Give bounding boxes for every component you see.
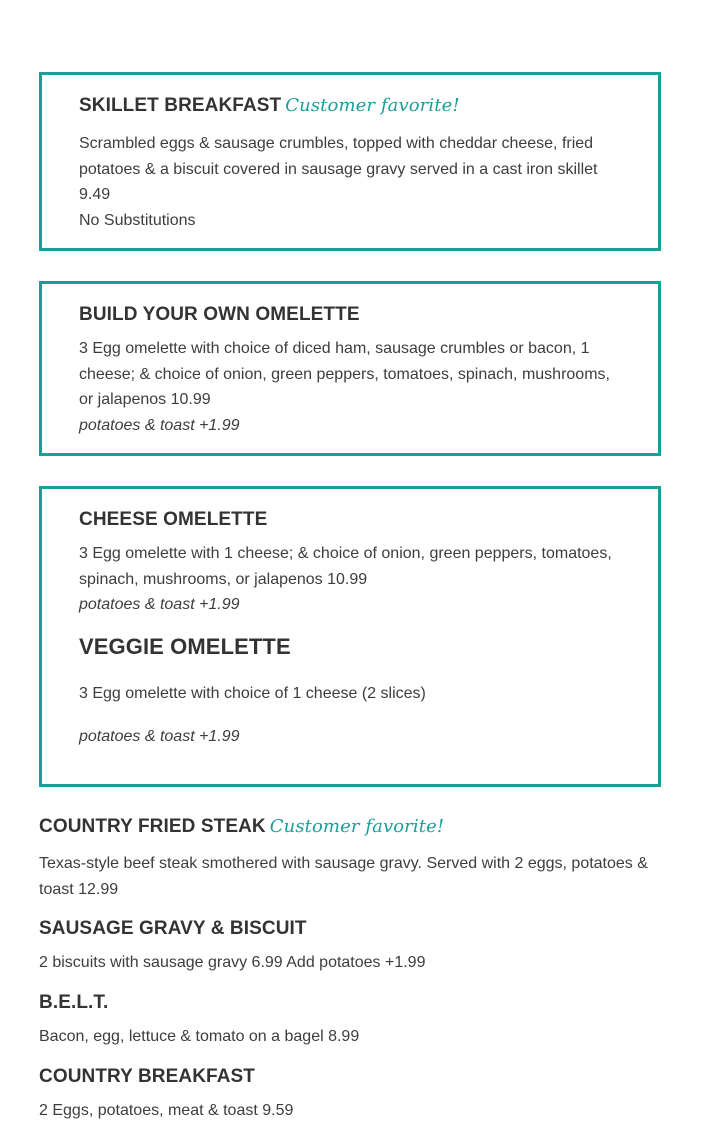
menu-item-title: VEGGIE OMELETTE (79, 634, 291, 659)
menu-item-title (39, 816, 659, 838)
menu-box-skillet-breakfast (39, 72, 661, 251)
menu-item-description: Bacon, egg, lettuce & tomato on a bagel 8.99 (39, 1028, 360, 1045)
menu-item-country-breakfast (39, 1066, 659, 1088)
menu-item-title: SAUSAGE GRAVY & BISCUIT (39, 918, 307, 939)
menu-item-title: CHEESE OMELETTE (79, 509, 268, 530)
menu-item-belt (39, 992, 659, 1014)
menu-item-country-fried-steak (39, 816, 659, 838)
menu-item-description: 3 Egg omelette with choice of 1 cheese (2 slices) (79, 685, 426, 702)
menu-box-omelettes (39, 486, 661, 787)
customer-favorite-badge: Customer favorite! (269, 816, 445, 837)
menu-item-description: 2 Eggs, potatoes, meat & toast 9.59 (39, 1102, 294, 1119)
menu-item-description-wrap (39, 1024, 659, 1050)
menu-item-addon: potatoes & toast +1.99 (79, 596, 240, 613)
menu-item-title: B.E.L.T. (39, 992, 109, 1013)
menu-item-note: No Substitutions (79, 211, 196, 229)
menu-item-title: COUNTRY BREAKFAST (39, 1066, 255, 1087)
menu-item-description: Texas-style beef steak smothered with sausage gravy. Served with 2 eggs, potatoes & toast 12.99 (39, 855, 648, 898)
item-name: COUNTRY FRIED STEAK (39, 816, 266, 837)
menu-box-build-your-own-omelette (39, 281, 661, 456)
menu-item-description: 3 Egg omelette with choice of diced ham, sausage crumbles or bacon, 1 cheese; & choice of onion, green peppers, tomatoes, spinach, mushrooms, or jalapenos 10.99 (79, 340, 610, 408)
menu-item-addon: potatoes & toast +1.99 (79, 728, 240, 745)
menu-item-description: 3 Egg omelette with 1 cheese; & choice of onion, green peppers, tomatoes, spinach, mushrooms, or jalapenos 10.99 (79, 545, 612, 588)
menu-item-description-wrap (39, 851, 659, 902)
menu-item-description: Scrambled eggs & sausage crumbles, topped with cheddar cheese, fried potatoes & a biscuit covered in sausage gravy served in a cast iron skillet 9.49 (79, 135, 598, 203)
menu-item-description: 2 biscuits with sausage gravy 6.99 Add potatoes +1.99 (39, 954, 426, 971)
menu-item-title: BUILD YOUR OWN OMELETTE (79, 304, 360, 325)
menu-item-addon: potatoes & toast +1.99 (79, 416, 240, 434)
menu-item-title (79, 95, 628, 117)
menu-item-sausage-gravy-biscuit (39, 918, 659, 940)
menu-item-description-wrap (39, 950, 659, 976)
item-name: SKILLET BREAKFAST (79, 95, 282, 116)
menu-item-description-wrap (39, 1098, 659, 1124)
customer-favorite-badge: Customer favorite! (285, 95, 460, 116)
